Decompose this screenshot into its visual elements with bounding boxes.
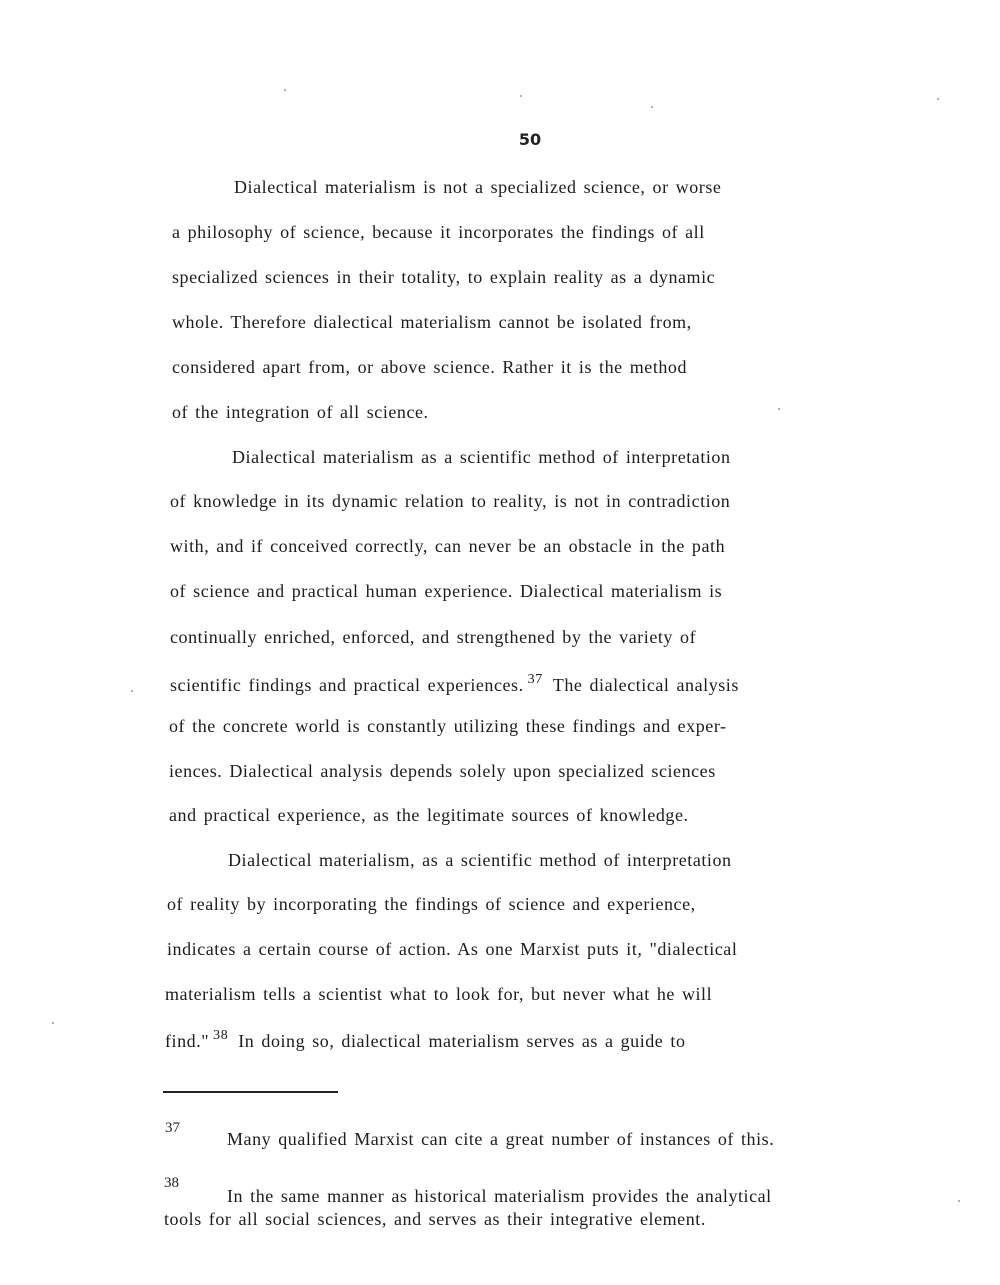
text-line: iences. Dialectical analysis depends solely upon specialized sciences [169,761,716,781]
scan-speck [131,690,133,692]
page-number: 50 [518,130,542,149]
footnote-text: Many qualified Marxist can cite a great number of instances of this. [227,1129,775,1149]
text-line: and practical experience, as the legitimate sources of knowledge. [169,805,689,825]
text-line: of the concrete world is constantly utilizing these findings and exper- [169,716,727,736]
text-line: Dialectical materialism as a scientific method of interpretation [232,447,731,467]
footnote-ref-38: 38 [213,1028,229,1043]
footnote-divider [163,1091,338,1093]
scan-speck [958,1200,960,1202]
text-line: of the integration of all science. [172,402,429,422]
footnote-text: In the same manner as historical materialism provides the analytical [227,1186,772,1206]
scan-speck [520,95,522,97]
text-line: continually enriched, enforced, and strengthened by the variety of [170,627,697,647]
text-line [170,672,739,696]
text-line: indicates a certain course of action. As one Marxist puts it, "dialectical [167,939,738,959]
text-line: materialism tells a scientist what to look for, but never what he will [165,984,713,1004]
footnote-ref-37: 37 [527,672,543,687]
text-line [165,1028,686,1052]
scan-speck [937,98,939,100]
text-line: Dialectical materialism is not a specialized science, or worse [234,177,722,197]
text-segment: The dialectical analysis [552,675,739,695]
footnote-number: 38 [164,1175,179,1191]
text-line: of reality by incorporating the findings of science and experience, [167,894,696,914]
text-line: considered apart from, or above science. Rather it is the method [172,357,688,377]
text-segment: scientific findings and practical experiences. [170,675,524,695]
text-segment: find." [165,1031,210,1051]
text-line: Dialectical materialism, as a scientific method of interpretation [228,850,732,870]
footnote-text: tools for all social sciences, and serves as their integrative element. [164,1209,706,1229]
text-line: of science and practical human experience. Dialectical materialism is [170,581,723,601]
footnote-number: 37 [165,1120,180,1136]
scan-speck [778,408,780,410]
scan-speck [284,89,286,91]
text-line: a philosophy of science, because it incorporates the findings of all [172,222,705,242]
text-line: whole. Therefore dialectical materialism cannot be isolated from, [172,312,692,332]
scan-speck [651,106,653,108]
scan-speck [52,1022,54,1024]
text-segment: In doing so, dialectical materialism serves as a guide to [238,1031,686,1051]
text-line: with, and if conceived correctly, can never be an obstacle in the path [170,536,726,556]
text-line: of knowledge in its dynamic relation to reality, is not in contradiction [170,491,731,511]
text-line: specialized sciences in their totality, to explain reality as a dynamic [172,267,716,287]
